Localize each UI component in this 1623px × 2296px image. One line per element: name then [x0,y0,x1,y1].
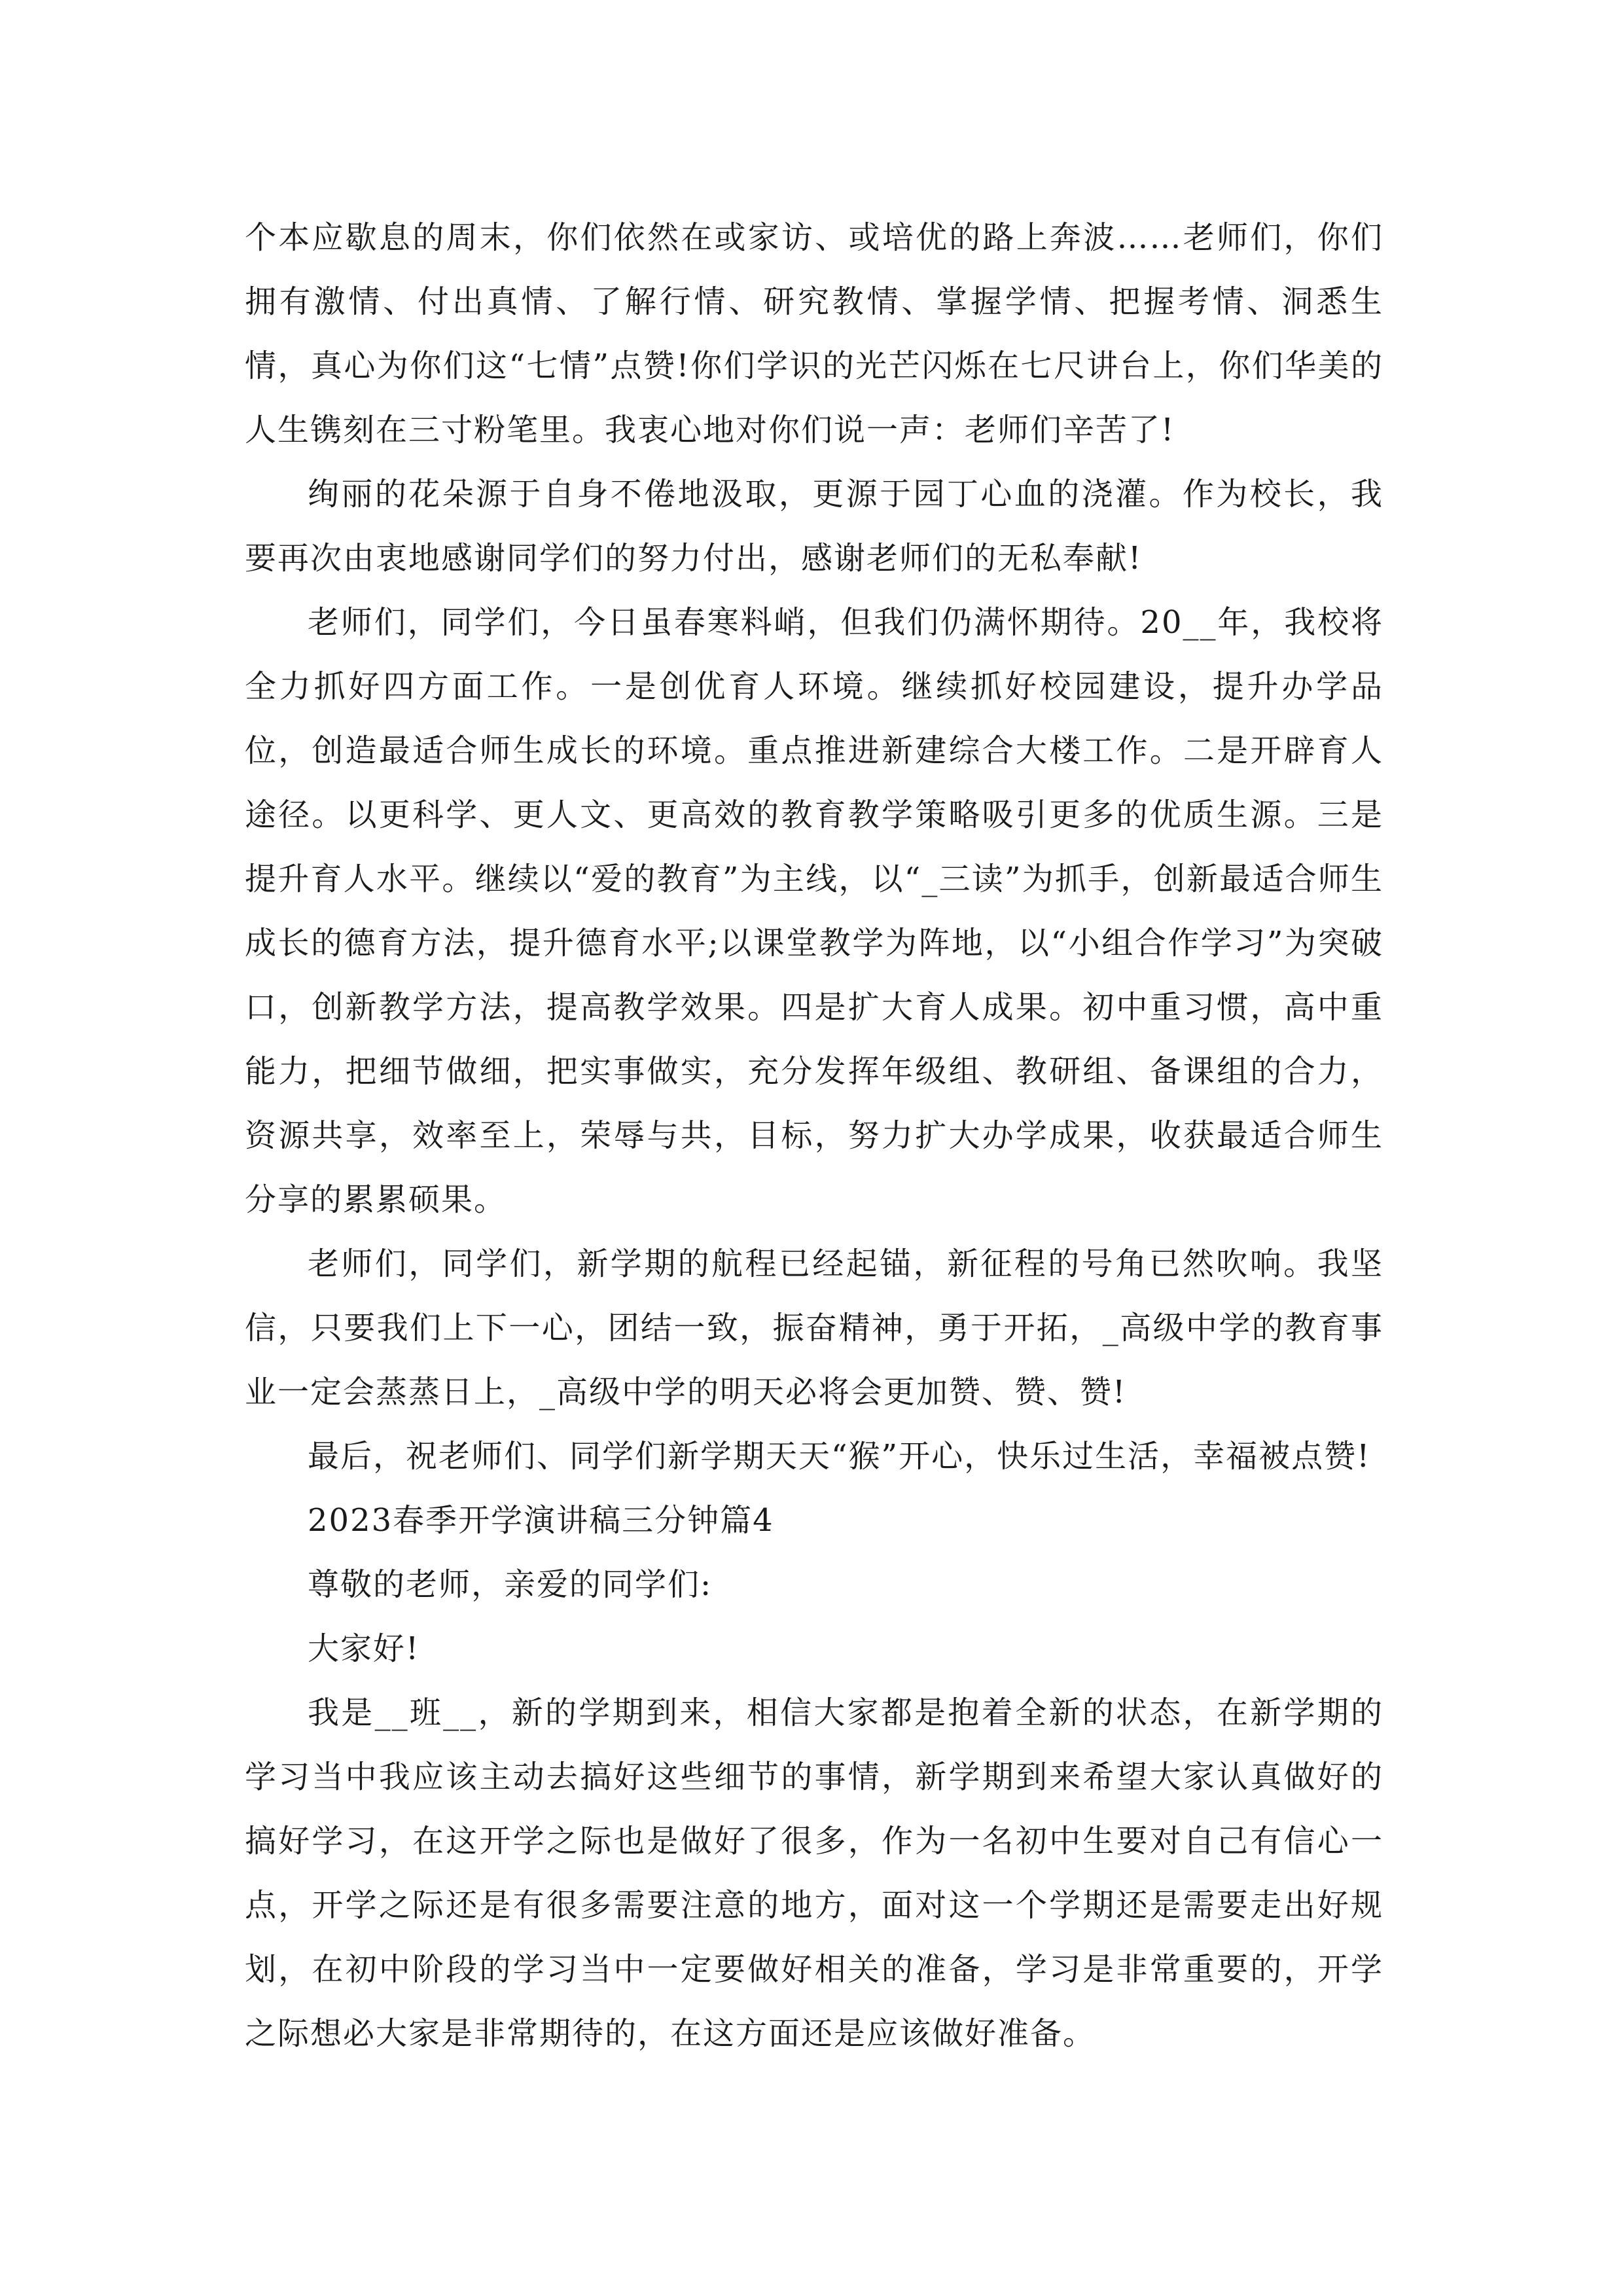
section-heading: 2023春季开学演讲稿三分钟篇4 [308,1502,774,1539]
paragraph-student-speech: 我是__班__，新的学期到来，相信大家都是抱着全新的状态，在新学期的学习当中我应该主动去搞好这些细节的事情，新学期到来希望大家认真做好的搞好学习，在这开学之际也是做好了很多，作为一名初中生要对自己有信心一点，开学之际还是有很多需要注意的地方，面对这一个学期还是需要走出好规划，在初中阶段的学习当中一定要做好相关的准备，学习是非常重要的，开学之际想必大家是非常期待的，在这方面还是应该做好准备。 [245,1695,1383,2052]
paragraph-new-semester: 老师们，同学们，新学期的航程已经起锚，新征程的号角已然吹响。我坚信，只要我们上下一心，团结一致，振奋精神，勇于开拓，_高级中学的教育事业一定会蒸蒸日上，_高级中学的明天必将会更加赞、赞、赞! [245,1246,1383,1410]
paragraph-continued: 个本应歇息的周末，你们依然在或家访、或培优的路上奔波……老师们，你们拥有激情、付出真情、了解行情、研究教情、掌握学情、把握考情、洞悉生情，真心为你们这“七情”点赞!你们学识的光芒闪烁在七尺讲台上，你们华美的人生镌刻在三寸粉笔里。我衷心地对你们说一声：老师们辛苦了! [245,219,1383,448]
paragraph-closing-wish: 最后，祝老师们、同学们新学期天天“猴”开心，快乐过生活，幸福被点赞! [308,1438,1371,1475]
document-body [245,206,1383,2066]
paragraph-work-plan: 老师们，同学们，今日虽春寒料峭，但我们仍满怀期待。20__年，我校将全力抓好四方面工作。一是创优育人环境。继续抓好校园建设，提升办学品位，创造最适合师生成长的环境。重点推进新建综合大楼工作。二是开辟育人途径。以更科学、更人文、更高效的教育教学策略吸引更多的优质生源。三是提升育人水平。继续以“爱的教育”为主线，以“_三读”为抓手，创新最适合师生成长的德育方法，提升德育水平;以课堂教学为阵地，以“小组合作学习”为突破口，创新教学方法，提高教学效果。四是扩大育人成果。初中重习惯，高中重能力，把细节做细，把实事做实，充分发挥年级组、教研组、备课组的合力，资源共享，效率至上，荣辱与共，目标，努力扩大办学成果，收获最适合师生分享的累累硕果。 [245,604,1383,1218]
paragraph-gratitude: 绚丽的花朵源于自身不倦地汲取，更源于园丁心血的浇灌。作为校长，我要再次由衷地感谢同学们的努力付出，感谢老师们的无私奉献! [245,476,1383,577]
greeting: 大家好! [308,1630,420,1667]
salutation: 尊敬的老师，亲爱的同学们: [308,1566,713,1603]
